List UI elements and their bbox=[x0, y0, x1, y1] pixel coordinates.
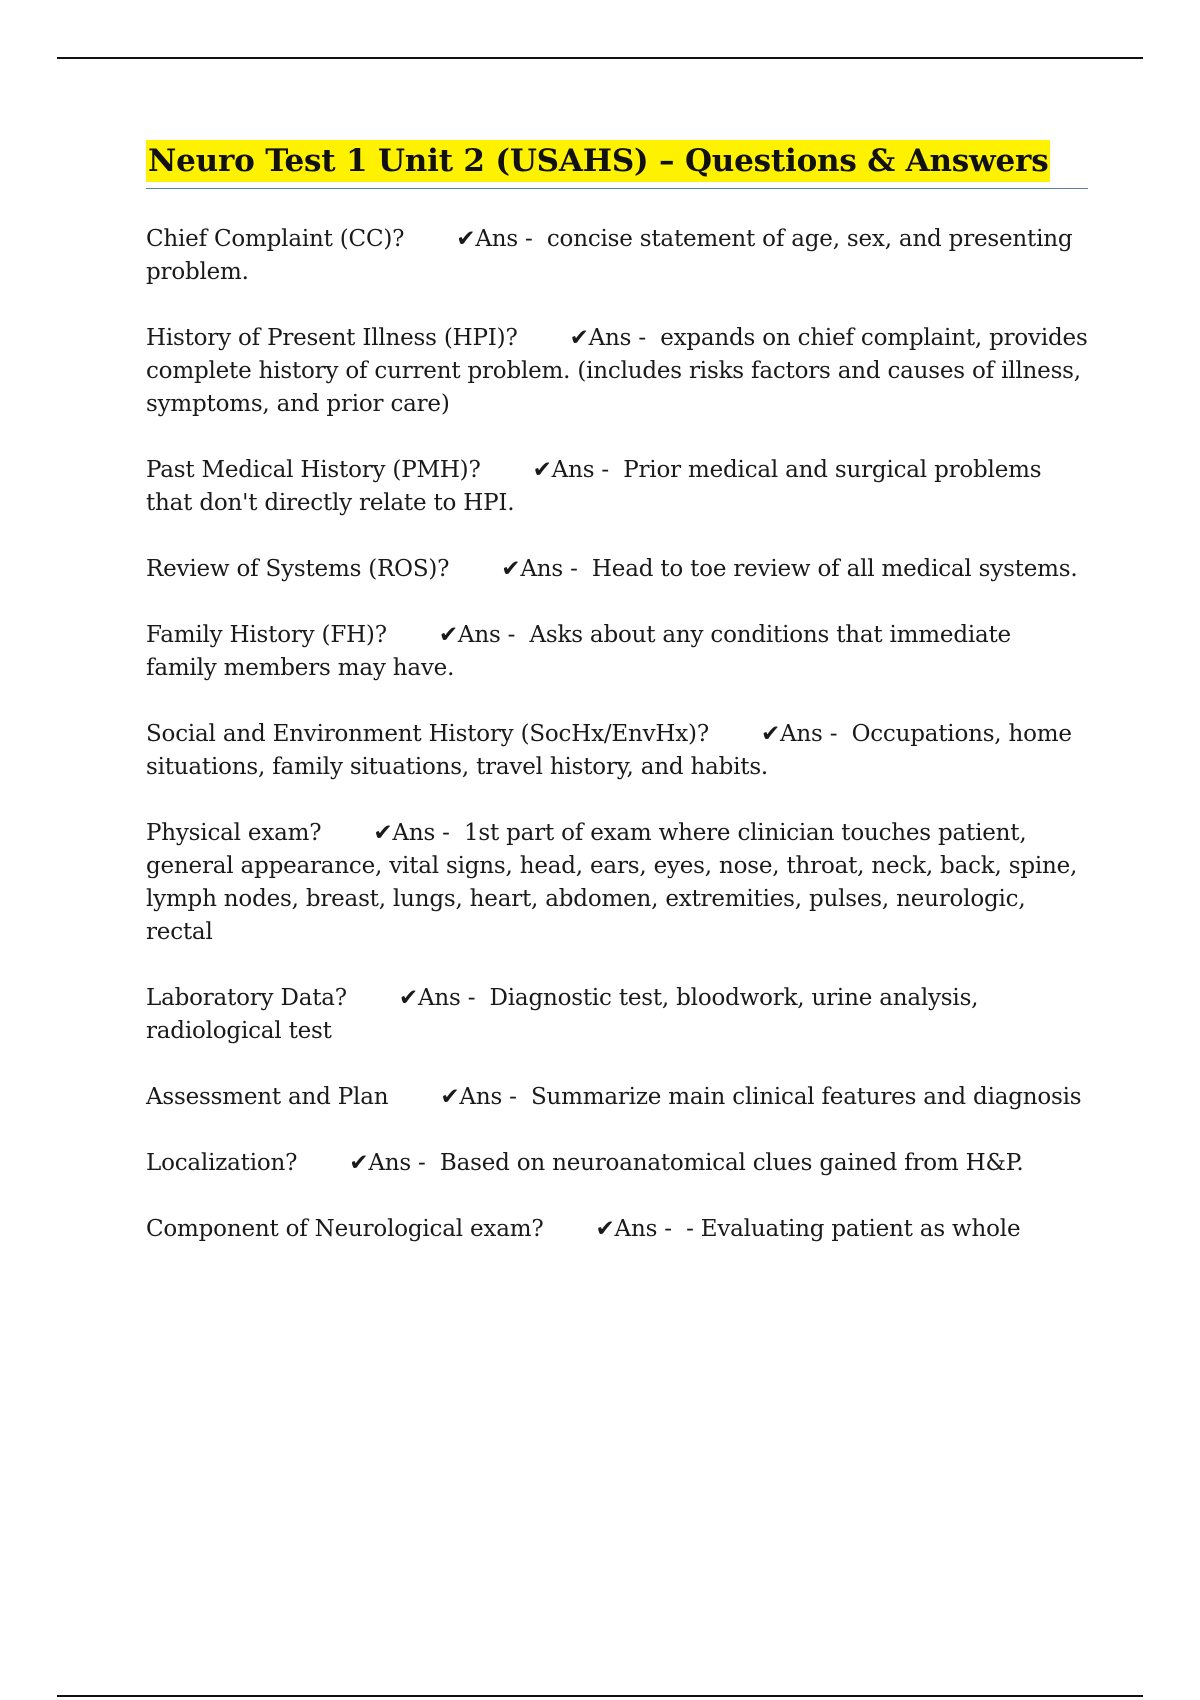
answer-text: Asks about any conditions that immediate family members may have. bbox=[146, 622, 1011, 681]
qa-item bbox=[146, 454, 1088, 520]
question-text: Assessment and Plan bbox=[146, 1084, 389, 1110]
answer-marker: ✔Ans - bbox=[501, 556, 578, 582]
answer-text: concise statement of age, sex, and presenting problem. bbox=[146, 226, 1073, 285]
answer-marker: ✔Ans - bbox=[398, 985, 476, 1011]
qa-item bbox=[146, 982, 1088, 1048]
qa-item bbox=[146, 1081, 1088, 1114]
question-text: Social and Environment History (SocHx/EnvHx)? bbox=[146, 721, 709, 747]
question-text: Chief Complaint (CC)? bbox=[146, 226, 405, 252]
document-body bbox=[146, 140, 1088, 1279]
answer-text: Prior medical and surgical problems that don't directly relate to HPI. bbox=[146, 457, 1042, 516]
question-text: Past Medical History (PMH)? bbox=[146, 457, 481, 483]
answer-marker: ✔Ans - bbox=[438, 622, 516, 648]
qa-item bbox=[146, 1213, 1088, 1246]
qa-item bbox=[146, 817, 1088, 949]
qa-item bbox=[146, 619, 1088, 685]
question-text: Review of Systems (ROS)? bbox=[146, 556, 450, 582]
answer-marker: ✔Ans - bbox=[440, 1084, 517, 1110]
answer-marker: ✔Ans - bbox=[349, 1150, 426, 1176]
answer-marker: ✔Ans - bbox=[569, 325, 646, 351]
question-text: Component of Neurological exam? bbox=[146, 1216, 544, 1242]
answer-text: 1st part of exam where clinician touches patient, general appearance, vital signs, head, ears, eyes, nose, throat, neck, back, spine, lymph nodes, breast, lungs, heart, abdomen, extremities, pulses, neurologic, rectal bbox=[146, 820, 1078, 945]
page-bottom-rule bbox=[57, 1695, 1143, 1697]
answer-marker: ✔Ans - bbox=[532, 457, 609, 483]
document-title: Neuro Test 1 Unit 2 (USAHS) – Questions & Answers bbox=[146, 140, 1050, 182]
qa-item bbox=[146, 553, 1088, 586]
title-block bbox=[146, 140, 1088, 189]
answer-text: Occupations, home situations, family situations, travel history, and habits. bbox=[146, 721, 1072, 780]
page-top-rule bbox=[57, 57, 1143, 59]
answer-marker: ✔Ans - bbox=[373, 820, 450, 846]
answer-text: Head to toe review of all medical systems. bbox=[591, 556, 1078, 582]
answer-marker: ✔Ans - bbox=[456, 226, 533, 252]
answer-text: Summarize main clinical features and diagnosis bbox=[530, 1084, 1082, 1110]
qa-item bbox=[146, 718, 1088, 784]
question-text: Laboratory Data? bbox=[146, 985, 347, 1011]
question-text: Localization? bbox=[146, 1150, 298, 1176]
question-text: Physical exam? bbox=[146, 820, 322, 846]
qa-item bbox=[146, 322, 1088, 421]
question-text: Family History (FH)? bbox=[146, 622, 387, 648]
qa-list bbox=[146, 223, 1088, 1246]
answer-text: Based on neuroanatomical clues gained from H&P. bbox=[439, 1150, 1024, 1176]
answer-marker: ✔Ans - bbox=[760, 721, 838, 747]
question-text: History of Present Illness (HPI)? bbox=[146, 325, 518, 351]
answer-marker: ✔Ans - bbox=[595, 1216, 672, 1242]
qa-item bbox=[146, 1147, 1088, 1180]
answer-text: - Evaluating patient as whole bbox=[686, 1216, 1021, 1242]
qa-item bbox=[146, 223, 1088, 289]
answer-text: expands on chief complaint, provides complete history of current problem. (includes risks factors and causes of illness, symptoms, and prior care) bbox=[146, 325, 1088, 417]
answer-text: Diagnostic test, bloodwork, urine analysis, radiological test bbox=[146, 985, 979, 1044]
